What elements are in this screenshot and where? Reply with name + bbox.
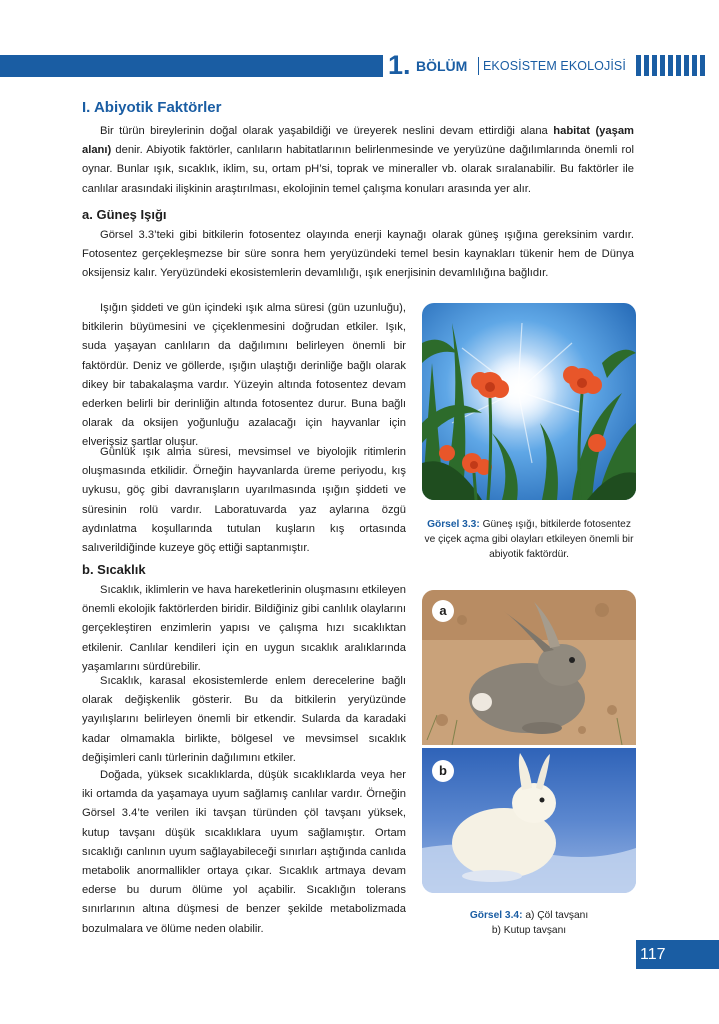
intro-text-2: denir. Abiyotik faktörler, canlıların habitatlarının belirlenmesinde ve yeryüzüne dağılımlarında önemli rol oynar. Bunlar ışık, sıcaklık, iklim, su, ortam pH’si, toprak ve mineraller vb. olarak sıralanabilir. Bu faktörler ile canlılar arasındaki ilişkinin araştırılması, ekolojinin temel çalışma konuları arasında yer alır. xyxy=(82,144,634,195)
chapter-word: BÖLÜM xyxy=(416,58,468,74)
sunlight-paragraph-1: Görsel 3.3’teki gibi bitkilerin fotosentez olayında enerji kaynağı olarak güneş ışığına gereksinim vardır. Fotosentez gerçekleşmezse bir süre sonra hem yeryüzündeki temel besin kaynakları tükenir hem de Dünya oksijensiz kalır. Yeryüzündeki ekosistemlerin devamlılığı, ışık enerjisinin devamlılığına bağlıdır. xyxy=(82,229,634,280)
sunlit-flowers-photo xyxy=(422,303,636,500)
header-stripes xyxy=(636,55,705,76)
figure-3-3-label: Görsel 3.3: xyxy=(427,519,480,531)
header-separator xyxy=(478,57,479,75)
chapter-title: EKOSİSTEM EKOLOJİSİ xyxy=(483,59,626,73)
figure-3-4-line2: b) Kutup tavşanı xyxy=(491,925,567,937)
temperature-paragraph-3: Doğada, yüksek sıcaklıklarda, düşük sıcaklıklarda veya her iki ortamda da yaşamaya uyum sağlamış canlılar vardır. Örneğin Görsel 3.4’te verilen iki tavşan türünden çöl tavşanı yüksek, kutup tavşanı düşük sıcaklıklara uyum sağlamıştır. Ortam sıcaklığı canlının uyum sağlayabileceği sınırları aştığında canlıda metabolik anormallikler ortaya çıkar. Sıcaklık artmaya devam ederse bu durum ölüme yol açabilir. Sıcaklığın tolerans sınırlarının altına düşmesi de benzer şekilde metabolizmada bozulmalara ve ölüme neden olabilir. xyxy=(82,769,406,935)
section-title: I. Abiyotik Faktörler xyxy=(82,99,222,116)
figure-3-4-caption xyxy=(422,908,636,938)
figure-3-4-line1: a) Çöl tavşanı xyxy=(522,910,589,922)
intro-paragraph xyxy=(82,122,634,199)
sunlight-paragraph-2: Işığın şiddeti ve gün içindeki ışık alma süresi (gün uzunluğu), bitkilerin büyümesini ve çiçeklenmesini doğrudan etkiler. Işık, suda yaşayan canlıların da dağılımını belirleyen önemli bir faktördür. Deniz ve göllerde, ışığın ulaştığı derinliğe bağlı olarak dikey bir tabakalaşma vardır. Yüzeyin altında fotosentez devam ederken belirli bir derinliğin altında fotosentez durur. Buna bağlı olarak da oksijen yoğunluğu azalacağı için hayvanlar için elverişsiz şartlar oluşur. xyxy=(82,302,406,449)
temperature-paragraph-1: Sıcaklık, iklimlerin ve hava hareketlerinin oluşmasını etkileyen önemli ekolojik faktörlerden biridir. Bildiğiniz gibi canlılık olaylarını gerçekleştiren enzimlerin yapısı ve çalışma hızı sıcaklıktan etkilenir. Canlılar kendileri için en uygun sıcaklık aralıklarında yaşamlarını sürdürebilir. xyxy=(82,584,406,673)
arctic-hare-photo xyxy=(422,748,636,893)
intro-text-1: Bir türün bireylerinin doğal olarak yaşabildiği ve üreyerek neslini devam ettirdiği alana xyxy=(100,125,554,137)
sunlight-paragraph-3: Günlük ışık alma süresi, mevsimsel ve biyolojik ritimlerin oluşmasında etkilidir. Örneğin hayvanlarda üreme periyodu, kış uykusu, göç gibi davranışların uyarılmasında ışığın şiddeti ve süresinin rolü vardır. Laboratuvarda yaz aylarına özgü aydınlatma koşullarında tutulan kuşların kış ortasında salıverildiğinde kuzeye göç ettiği saptanmıştır. xyxy=(82,446,406,555)
page-number: 117 xyxy=(636,940,719,969)
figure-3-3-text: Güneş ışığı, bitkilerde fotosentez ve çiçek açma gibi olayları etkileyen önemli bir abiyotik faktördür. xyxy=(424,519,634,561)
figure-tag-b: b xyxy=(432,760,454,782)
figure-tag-a: a xyxy=(432,600,454,622)
temperature-paragraph-2: Sıcaklık, karasal ekosistemlerde enlem derecelerine bağlı olarak değişkenlik gösterir. Bu da bitkilerin yeryüzünde yayılışlarını belirleyen önemli bir etkendir. Sularda da karadaki kadar olmamakla birlikte, bölgesel ve mevsimsel sıcaklık değişimleri canlı türlerinin dağılımını etkiler. xyxy=(82,675,406,764)
chapter-number: 1. xyxy=(388,50,411,80)
subheading-temperature: b. Sıcaklık xyxy=(82,562,146,577)
subheading-sunlight: a. Güneş Işığı xyxy=(82,207,167,222)
figure-3-3-caption xyxy=(422,517,636,562)
desert-rabbit-photo xyxy=(422,590,636,745)
figure-3-4-label: Görsel 3.4: xyxy=(469,910,523,922)
intro-bold-term: habitat (yaşam alanı) xyxy=(82,125,634,157)
